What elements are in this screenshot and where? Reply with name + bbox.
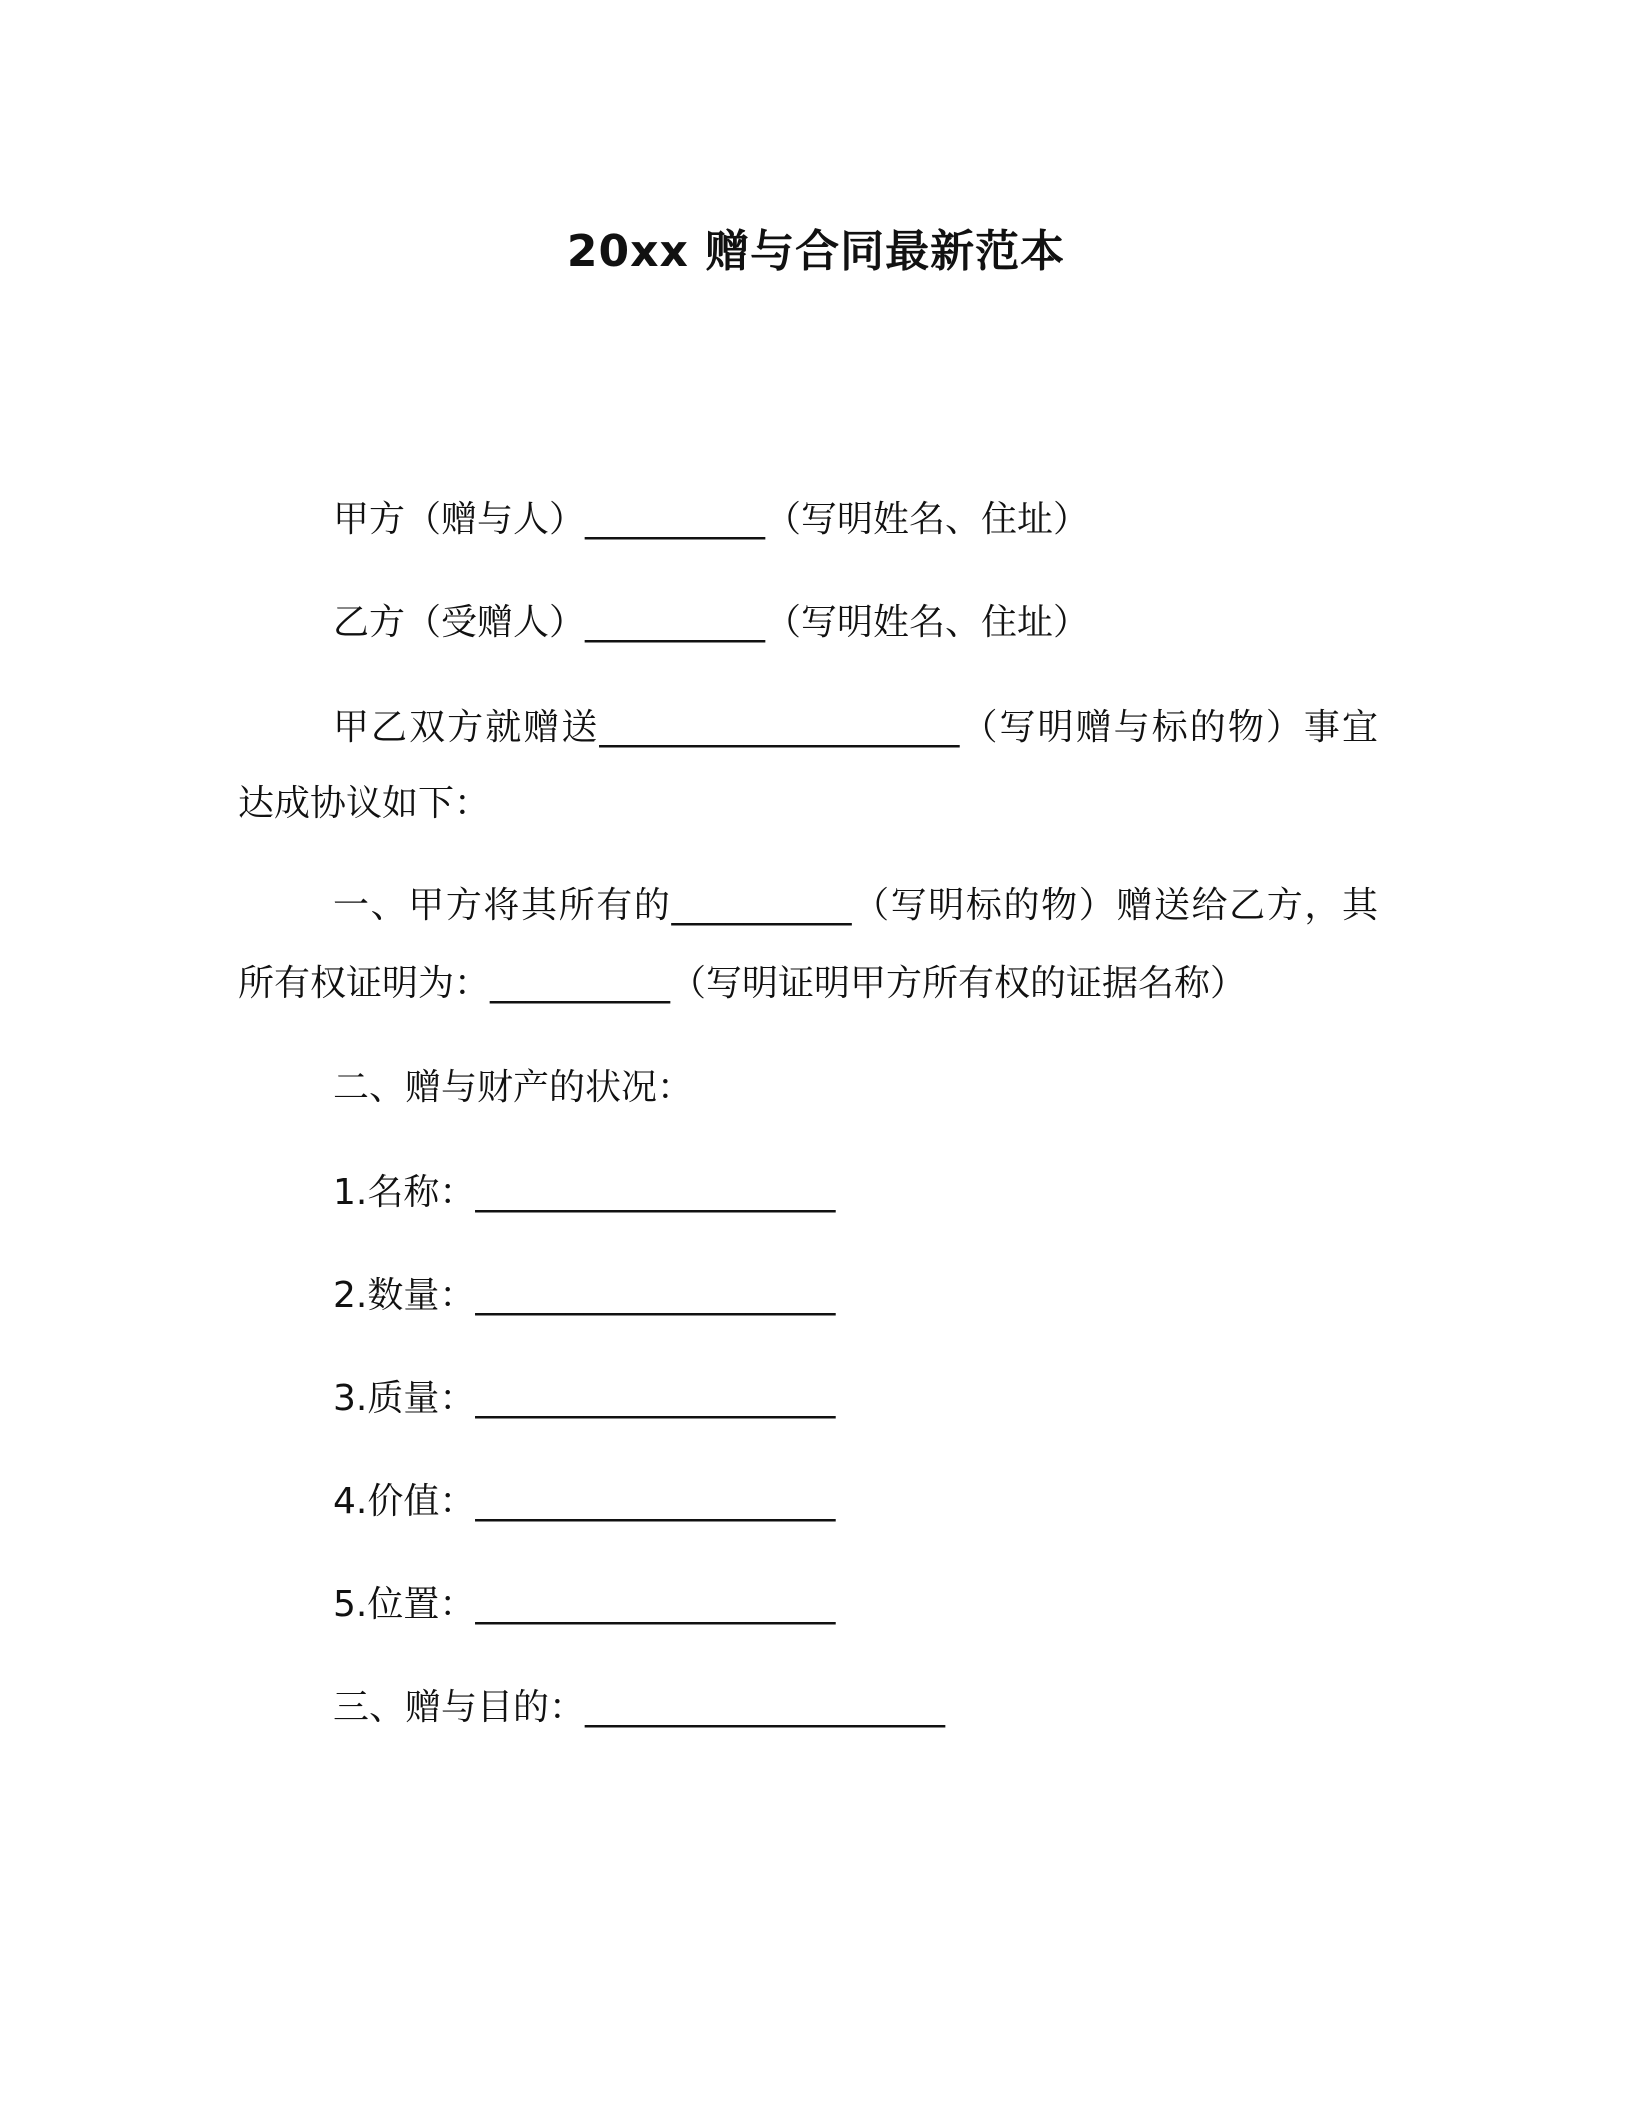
party-a-line: 甲方（赠与人）__________（写明姓名、住址） xyxy=(333,499,1090,540)
property-name-line: 1.名称：____________________ xyxy=(333,1172,836,1213)
clause-one-line-2: 所有权证明为：__________（写明证明甲方所有权的证据名称） xyxy=(238,963,1247,1004)
agreement-intro-line-2: 达成协议如下： xyxy=(238,783,491,824)
clause-one-line-1: 一、甲方将其所有的__________（写明标的物）赠送给乙方，其 xyxy=(333,885,1378,926)
party-b-line: 乙方（受赠人）__________（写明姓名、住址） xyxy=(333,602,1090,643)
property-quantity-line: 2.数量：____________________ xyxy=(333,1275,836,1316)
clause-three-line: 三、赠与目的：____________________ xyxy=(333,1687,946,1728)
property-value-line: 4.价值：____________________ xyxy=(333,1481,836,1522)
property-location-line: 5.位置：____________________ xyxy=(333,1584,836,1625)
agreement-intro-line-1: 甲乙双方就赠送____________________（写明赠与标的物）事宜 xyxy=(333,707,1378,748)
clause-two-heading: 二、赠与财产的状况： xyxy=(333,1067,694,1108)
property-quality-line: 3.质量：____________________ xyxy=(333,1378,836,1419)
document-title: 20xx 赠与合同最新范本 xyxy=(566,226,1066,277)
